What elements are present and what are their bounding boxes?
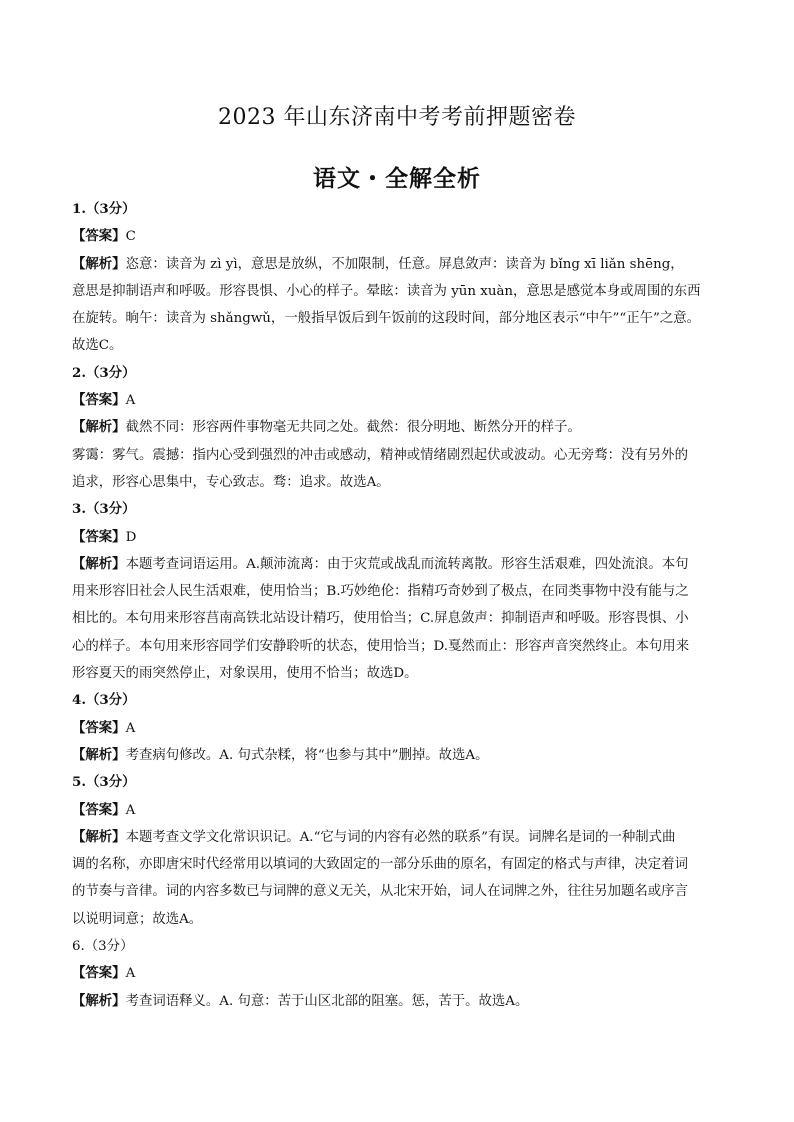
analysis-text: 追求，形容心思集中，专心致志。骛：追求。故选A。 [72,474,390,490]
answer-tag: 【答案】 [72,528,126,545]
answer-tag: 【答案】 [72,392,126,409]
answer-line [72,960,726,987]
answer-line [72,715,726,742]
analysis-line [72,742,726,769]
analysis-line [72,824,726,851]
analysis-text: 心的样子。本句用来形容同学们安静聆听的状态，使用恰当；D.戛然而止：形容声音突然终止。本句用来 [72,638,690,654]
analysis-tag: 【解析】 [72,746,126,763]
analysis-line [72,414,726,441]
answer-value: D [125,529,137,545]
analysis-tag: 【解析】 [72,992,126,1009]
analysis-line [72,551,726,578]
question-number: 3.（3分） [72,501,136,518]
answer-line [72,387,726,414]
analysis-tag: 【解析】 [72,255,126,272]
answer-tag: 【答案】 [72,965,126,982]
analysis-line [72,988,726,1015]
answer-tag: 【答案】 [72,228,126,245]
analysis-line [72,251,726,278]
answer-value: A [125,393,136,409]
analysis-text: 考查病句修改。A. 句式杂糅，将“也参与其中”删掉。故选A。 [125,747,489,763]
analysis-text: 形容夏天的雨突然停止，对象误用，使用不恰当；故选D。 [72,666,418,682]
analysis-text: 的节奏与音律。词的内容多数已与词牌的意义无关，从北宋开始，词人在词牌之外，往往另加题名或序言 [72,884,688,900]
analysis-text: 考查词语释义。A. 句意：苦于山区北部的阻塞。惩，苦于。故选A。 [125,993,529,1009]
analysis-text: 相比的。本句用来形容莒南高铁北站设计精巧，使用恰当；C.屏息敛声：抑制语声和呼吸。形容畏惧、小 [72,611,689,627]
analysis-text: 雾霭：雾气。震撼：指内心受到强烈的冲击或感动，精神或情绪剧烈起伏或波动。心无旁骛：没有另外的 [72,447,688,463]
question-number: 1.（3分） [72,201,136,217]
question-block-3 [72,496,726,687]
answer-value: A [125,802,136,818]
question-block-2 [72,360,726,496]
analysis-text: 意思是抑制语声和呼吸。形容畏惧、小心的样子。晕眩：读音为 yūn xuàn，意思是感觉本身或周围的东西 [72,283,701,299]
answer-value: A [125,720,136,736]
question-number: 2.（3分） [72,364,136,381]
answer-tag: 【答案】 [72,719,126,736]
question-number: 4.（3分） [72,692,136,709]
question-block-6 [72,933,726,1015]
question-number: 5.（3分） [72,774,136,791]
analysis-text: 在旋转。晌午：读音为 shǎngwǔ，一般指早饭后到午饭前的这段时间，部分地区表示“中午”“正午”之意。 [72,311,701,327]
analysis-tag: 【解析】 [72,555,126,572]
analysis-tag: 【解析】 [72,828,126,845]
document-title: 2023 年山东济南中考考前押题密卷 [218,105,576,130]
question-block-4 [72,687,726,769]
question-block-1 [72,196,726,360]
analysis-text: 本题考查文学文化常识识记。A.“它与词的内容有必然的联系”有误。词牌名是词的一种制式曲 [125,829,676,845]
answer-analysis-content [72,196,726,1015]
answer-value: C [125,229,136,245]
answer-tag: 【答案】 [72,801,126,818]
answer-line [72,524,726,551]
analysis-text: 本题考查词语运用。A.颠沛流离：由于灾荒或战乱而流转离散。形容生活艰难，四处流浪。本句 [125,556,689,572]
analysis-text: 截然不同：形容两件事物毫无共同之处。截然：很分明地、断然分开的样子。 [125,420,581,436]
analysis-tag: 【解析】 [72,419,126,436]
analysis-text: 故选C。 [72,338,123,354]
analysis-text: 以说明词意；故选A。 [72,911,203,927]
document-subtitle: 语文・全解全析 [313,165,481,192]
analysis-text: 用来形容旧社会人民生活艰难，使用恰当；B.巧妙绝伦：指精巧奇妙到了极点，在同类事物中没有能与之 [72,584,689,600]
question-block-5 [72,769,726,933]
answer-line [72,223,726,250]
analysis-text: 恣意：读音为 zì yì，意思是放纵，不加限制，任意。屏息敛声：读音为 bǐng xī liǎn shēng， [125,256,684,272]
answer-line [72,797,726,824]
question-number: 6.（3分） [72,939,134,955]
analysis-text: 调的名称，亦即唐宋时代经常用以填词的大致固定的一部分乐曲的原名，有固定的格式与声律，决定着词 [72,857,688,873]
answer-value: A [125,966,136,982]
